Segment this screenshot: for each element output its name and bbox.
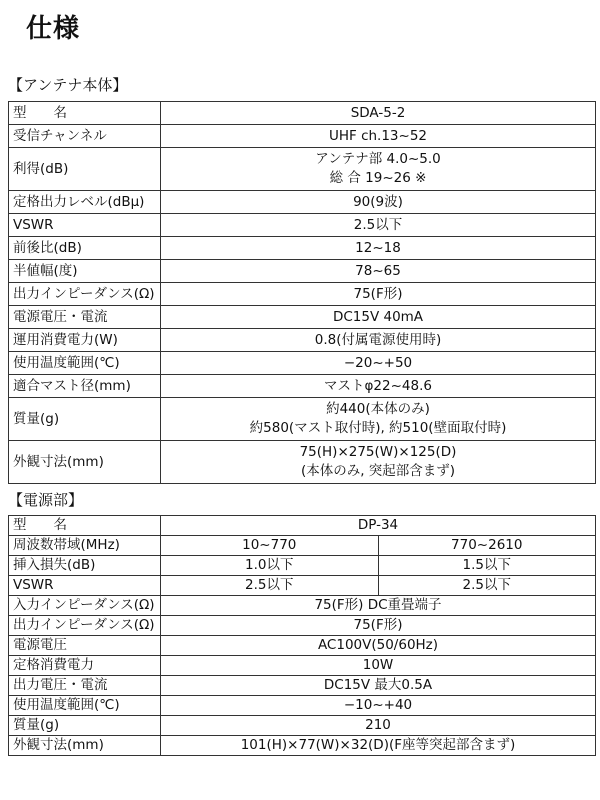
spec-value: [161, 306, 596, 329]
spec-value: 75(F形): [161, 616, 596, 636]
spec-value-line: 75(F形): [353, 285, 403, 302]
spec-value: [161, 237, 596, 260]
spec-label: 使用温度範囲(℃): [9, 352, 161, 375]
spec-label: 前後比(dB): [9, 237, 161, 260]
table-row: [9, 536, 596, 556]
spec-value-high-band: 1.5以下: [378, 556, 596, 576]
spec-label: 入力インピーダンス(Ω): [9, 596, 161, 616]
table-row: [9, 676, 596, 696]
table-row: [9, 260, 596, 283]
spec-value: [161, 352, 596, 375]
spec-value-line: 約440(本体のみ): [326, 401, 430, 417]
table-row: [9, 237, 596, 260]
spec-label: 出力電圧・電流: [9, 676, 161, 696]
spec-label: VSWR: [9, 576, 161, 596]
spec-label: 利得(dB): [9, 148, 161, 191]
spec-label: VSWR: [9, 214, 161, 237]
spec-value-line: 90(9波): [353, 193, 403, 210]
spec-value: DC15V 最大0.5A: [161, 676, 596, 696]
spec-label: 適合マスト径(mm): [9, 375, 161, 398]
power-section-heading: 【電源部】: [8, 491, 84, 509]
spec-value-line: DC15V 40mA: [332, 308, 424, 325]
table-row: [9, 214, 596, 237]
table-row: [9, 191, 596, 214]
spec-label: 挿入損失(dB): [9, 556, 161, 576]
table-row: [9, 596, 596, 616]
spec-value-low-band: 1.0以下: [161, 556, 379, 576]
spec-label: 外観寸法(mm): [9, 441, 161, 484]
spec-label: 周波数帯域(MHz): [9, 536, 161, 556]
spec-value: 10W: [161, 656, 596, 676]
spec-value-line: 総 合 19~26 ※: [329, 170, 427, 186]
spec-value-line: 約580(マスト取付時), 約510(壁面取付時): [249, 420, 507, 436]
spec-value-line: 0.8(付属電源使用時): [314, 331, 442, 348]
antenna-spec-table: [8, 101, 596, 484]
table-row: [9, 656, 596, 676]
table-row: [9, 616, 596, 636]
spec-value-high-band: 770~2610: [378, 536, 596, 556]
spec-value-line: UHF ch.13~52: [328, 127, 428, 144]
spec-label: 受信チャンネル: [9, 125, 161, 148]
spec-value: [161, 125, 596, 148]
table-row: [9, 102, 596, 125]
table-row: [9, 283, 596, 306]
spec-label: 型 名: [9, 102, 161, 125]
spec-value: AC100V(50/60Hz): [161, 636, 596, 656]
spec-value: [161, 148, 596, 191]
spec-value: [161, 260, 596, 283]
spec-value-line: (本体のみ, 突起部含まず): [300, 463, 456, 479]
table-row: [9, 375, 596, 398]
spec-value: [161, 214, 596, 237]
spec-value: [161, 441, 596, 484]
spec-label: 定格消費電力: [9, 656, 161, 676]
table-row: [9, 441, 596, 484]
spec-value: [161, 191, 596, 214]
spec-value-line: アンテナ部 4.0~5.0: [315, 151, 441, 167]
spec-value-line: 12~18: [355, 239, 401, 256]
table-row: [9, 716, 596, 736]
page-title: 仕様: [26, 14, 81, 44]
spec-value: 210: [161, 716, 596, 736]
table-row: [9, 556, 596, 576]
spec-value: [161, 375, 596, 398]
table-row: [9, 636, 596, 656]
table-row: [9, 306, 596, 329]
spec-value-high-band: 2.5以下: [378, 576, 596, 596]
spec-value-line: 75(H)×275(W)×125(D): [299, 444, 457, 460]
table-row: [9, 148, 596, 191]
antenna-section-heading: 【アンテナ本体】: [8, 76, 128, 94]
spec-label: 電源電圧・電流: [9, 306, 161, 329]
spec-label: 電源電圧: [9, 636, 161, 656]
spec-label: 定格出力レベル(dBμ): [9, 191, 161, 214]
spec-value: [161, 329, 596, 352]
spec-label: 運用消費電力(W): [9, 329, 161, 352]
table-row: [9, 329, 596, 352]
spec-value: [161, 398, 596, 441]
spec-value: DP-34: [161, 516, 596, 536]
spec-value: −10~+40: [161, 696, 596, 716]
table-row: [9, 125, 596, 148]
power-spec-table: [8, 515, 596, 756]
spec-label: 半値幅(度): [9, 260, 161, 283]
spec-value-line: SDA-5-2: [350, 104, 406, 121]
spec-label: 使用温度範囲(℃): [9, 696, 161, 716]
spec-value: [161, 283, 596, 306]
spec-label: 型 名: [9, 516, 161, 536]
table-row: [9, 352, 596, 375]
spec-label: 質量(g): [9, 716, 161, 736]
spec-value-line: マストφ22~48.6: [324, 377, 432, 394]
spec-value: 101(H)×77(W)×32(D)(F座等突起部含まず): [161, 736, 596, 756]
spec-label: 質量(g): [9, 398, 161, 441]
table-row: [9, 736, 596, 756]
spec-value-line: 78~65: [355, 262, 401, 279]
table-row: [9, 398, 596, 441]
spec-label: 外観寸法(mm): [9, 736, 161, 756]
table-row: [9, 516, 596, 536]
spec-value-low-band: 10~770: [161, 536, 379, 556]
table-row: [9, 576, 596, 596]
spec-value-line: 2.5以下: [353, 216, 403, 233]
spec-value-line: −20~+50: [343, 354, 413, 371]
spec-value-low-band: 2.5以下: [161, 576, 379, 596]
spec-value: 75(F形) DC重畳端子: [161, 596, 596, 616]
spec-value: [161, 102, 596, 125]
spec-label: 出力インピーダンス(Ω): [9, 283, 161, 306]
table-row: [9, 696, 596, 716]
spec-label: 出力インピーダンス(Ω): [9, 616, 161, 636]
